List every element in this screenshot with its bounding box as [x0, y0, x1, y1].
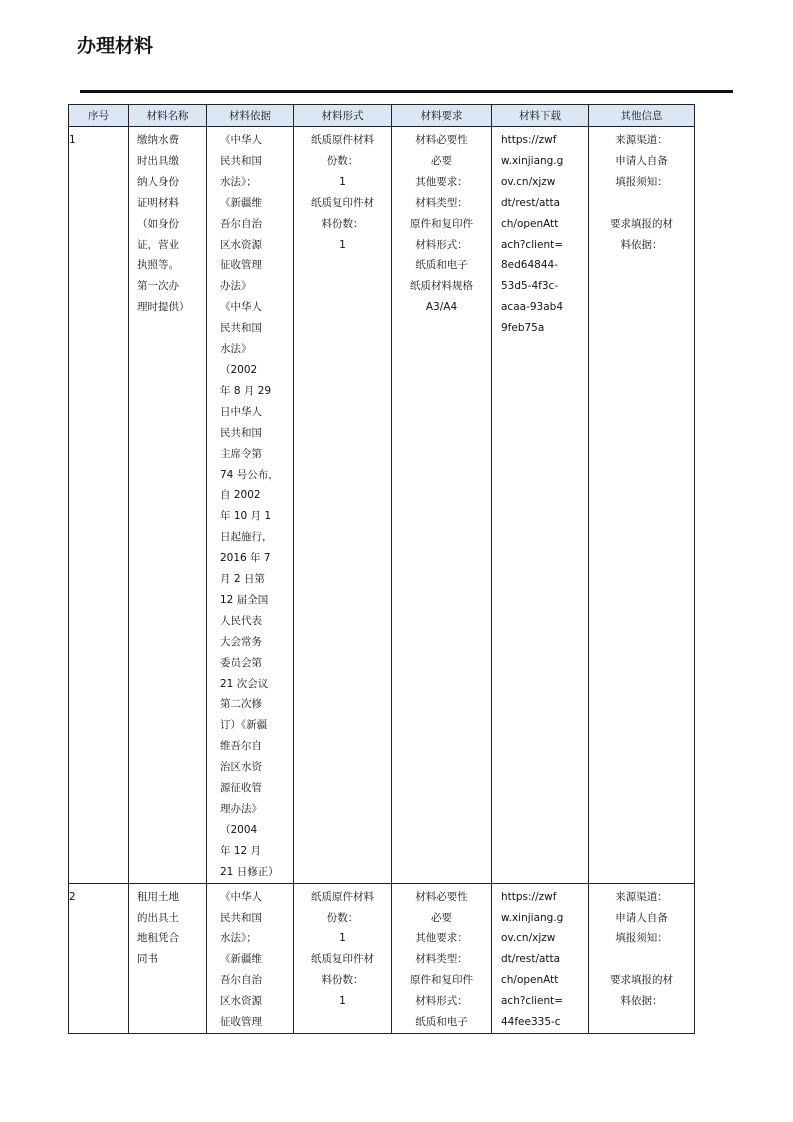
cell-material-basis: [207, 127, 294, 884]
cell-line: 申请人自备: [615, 911, 668, 924]
cell-line: 执照等。: [137, 259, 179, 272]
cell-line: （如身份: [137, 217, 179, 230]
cell-line: 维吾尔自: [220, 740, 262, 753]
cell-line: 1: [339, 175, 346, 188]
cell-line: 材料必要性: [415, 134, 468, 146]
cell-line: 主席令第: [220, 447, 262, 460]
cell-line: 年 12 月: [220, 844, 262, 857]
cell-line: 填报须知：: [615, 175, 668, 188]
cell-line[interactable]: w.xinjiang.g: [501, 911, 564, 924]
cell-material-form: [294, 883, 392, 1033]
title-divider: [80, 90, 733, 93]
cell-line[interactable]: dt/rest/atta: [501, 953, 561, 966]
cell-material-download: [492, 127, 589, 884]
cell-line: 要求填报的材: [610, 974, 673, 987]
table-row: [69, 883, 695, 1033]
cell-line: 必要: [431, 911, 452, 924]
cell-line: 纸质和电子: [415, 1016, 468, 1029]
cell-line: 月 2 日第: [220, 573, 265, 586]
cell-line: 日中华人: [220, 405, 262, 418]
cell-line: 纳人身份: [137, 175, 179, 188]
cell-line: 材料形式：: [415, 995, 468, 1008]
cell-line: 证明材料: [137, 196, 179, 209]
cell-line: 订）《新疆: [220, 719, 268, 732]
cell-line: 纸质复印件材: [311, 196, 374, 209]
cell-seq: 1: [69, 127, 129, 884]
cell-line: 1: [339, 995, 346, 1008]
cell-line[interactable]: ch/openAtt: [501, 217, 559, 230]
cell-line: [589, 193, 694, 214]
cell-line: 纸质原件材料: [311, 134, 374, 146]
cell-line: 材料类型：: [415, 196, 468, 209]
cell-line: 材料类型：: [415, 953, 468, 966]
header-other-info: 其他信息: [589, 105, 695, 127]
header-material-name: 材料名称: [129, 105, 207, 127]
cell-material-name: [129, 127, 207, 884]
cell-line: 料依据：: [620, 238, 663, 251]
header-material-basis: 材料依据: [207, 105, 294, 127]
cell-line: 材料形式：: [415, 238, 468, 251]
cell-line: 区水资源: [220, 238, 262, 251]
cell-line: 《中华人: [220, 890, 262, 903]
cell-line: 理时提供）: [137, 301, 190, 314]
cell-line: 《中华人: [220, 301, 262, 314]
header-material-download: 材料下载: [492, 105, 589, 127]
cell-line: 征收管理: [220, 1016, 262, 1029]
cell-line: 民共和国: [220, 911, 262, 924]
cell-line: 人民代表: [220, 614, 262, 627]
cell-line: 租用土地: [137, 890, 179, 903]
cell-line: 吾尔自治: [220, 974, 262, 987]
cell-line: 治区水资: [220, 761, 262, 774]
cell-line: 理办法》: [220, 803, 262, 815]
header-material-requirement: 材料要求: [392, 105, 492, 127]
cell-line: 年 10 月 1: [220, 510, 272, 523]
cell-line: 《中华人: [220, 134, 262, 146]
page-title: 办理材料: [77, 35, 154, 57]
cell-material-form: [294, 127, 392, 884]
cell-line: 原件和复印件: [410, 217, 473, 230]
cell-material-requirement: [392, 883, 492, 1033]
cell-line[interactable]: 53d5-4f3c-: [501, 280, 559, 293]
cell-line: 1: [339, 238, 346, 251]
cell-line: A3/A4: [425, 301, 458, 314]
cell-line[interactable]: https://zwf: [501, 134, 557, 146]
cell-line: 征收管理: [220, 259, 262, 272]
cell-line[interactable]: ach?client=: [501, 995, 564, 1008]
cell-line[interactable]: ch/openAtt: [501, 974, 559, 987]
cell-line: 民共和国: [220, 322, 262, 335]
header-seq: 序号: [69, 105, 129, 127]
cell-line[interactable]: 8ed64844-: [501, 259, 558, 272]
cell-line: 料份数：: [321, 974, 364, 987]
cell-line: 第二次修: [220, 698, 262, 711]
cell-line: 办法》: [220, 280, 252, 293]
cell-other-info: [589, 883, 695, 1033]
cell-line[interactable]: 9feb75a: [501, 322, 545, 335]
cell-line: 填报须知：: [615, 932, 668, 945]
cell-line: 料依据：: [620, 995, 663, 1008]
cell-line: 21 日修正）: [220, 865, 279, 878]
cell-line[interactable]: ov.cn/xjzw: [501, 175, 556, 188]
cell-material-basis: [207, 883, 294, 1033]
cell-line: 源征收管: [220, 782, 262, 795]
cell-line: 民共和国: [220, 154, 262, 167]
cell-line: 同书: [137, 953, 158, 966]
cell-line: 委员会第: [220, 656, 262, 669]
cell-line: 的出具土: [137, 911, 179, 924]
cell-line: 21 次会议: [220, 677, 269, 690]
cell-line: （2004: [220, 823, 258, 836]
cell-line: 地租凭合: [137, 932, 179, 945]
cell-line: 证，营业: [137, 238, 179, 251]
cell-line: 纸质材料规格: [410, 280, 473, 293]
cell-line[interactable]: https://zwf: [501, 890, 557, 903]
cell-line[interactable]: 44fee335-c: [501, 1016, 561, 1029]
cell-line: 吾尔自治: [220, 217, 262, 230]
cell-line: 1: [339, 932, 346, 945]
cell-line: 必要: [431, 154, 452, 167]
cell-line: 原件和复印件: [410, 974, 473, 987]
cell-line: （2002: [220, 363, 258, 376]
cell-seq: 2: [69, 883, 129, 1033]
cell-line: 缴纳水费: [137, 134, 179, 146]
cell-line: 来源渠道：: [615, 890, 668, 903]
cell-line[interactable]: ov.cn/xjzw: [501, 932, 556, 945]
cell-line: 区水资源: [220, 995, 262, 1008]
cell-line: 水法》；: [220, 932, 257, 945]
cell-line: 时出具缴: [137, 154, 179, 167]
cell-line: [589, 949, 694, 970]
cell-line: 来源渠道：: [615, 134, 668, 146]
cell-material-requirement: [392, 127, 492, 884]
cell-line: 料份数：: [321, 217, 364, 230]
cell-line: 份数：: [326, 154, 359, 167]
cell-line: 材料必要性: [415, 890, 468, 903]
table-header-row: [69, 105, 695, 127]
cell-line: 其他要求：: [415, 175, 468, 188]
header-material-form: 材料形式: [294, 105, 392, 127]
cell-line: 纸质原件材料: [311, 890, 374, 903]
cell-line: 2016 年 7: [220, 552, 271, 565]
cell-line: 12 届全国: [220, 593, 269, 606]
cell-line: 水法》；: [220, 175, 257, 188]
cell-material-name: [129, 883, 207, 1033]
cell-line: 其他要求：: [415, 932, 468, 945]
cell-line: 日起施行，: [220, 531, 273, 544]
cell-line: 纸质复印件材: [311, 953, 374, 966]
cell-line: 申请人自备: [615, 154, 668, 167]
cell-line[interactable]: acaa-93ab4: [501, 301, 564, 314]
cell-line[interactable]: w.xinjiang.g: [501, 154, 564, 167]
materials-table: [68, 104, 695, 1034]
cell-line: 《新疆维: [220, 953, 262, 966]
cell-line: 大会常务: [220, 635, 262, 648]
cell-line: 《新疆维: [220, 196, 262, 209]
cell-line: 自 2002: [220, 489, 261, 502]
cell-other-info: [589, 127, 695, 884]
cell-material-download: [492, 883, 589, 1033]
cell-line: 第一次办: [137, 280, 179, 293]
cell-line[interactable]: dt/rest/atta: [501, 196, 561, 209]
cell-line: 份数：: [326, 911, 359, 924]
table-row: [69, 127, 695, 884]
cell-line: 纸质和电子: [415, 259, 468, 272]
cell-line: 水法》: [220, 343, 252, 356]
cell-line: 年 8 月 29: [220, 384, 272, 397]
cell-line: 要求填报的材: [610, 217, 673, 230]
cell-line[interactable]: ach?client=: [501, 238, 564, 251]
cell-line: 74 号公布，: [220, 468, 279, 481]
cell-line: 民共和国: [220, 426, 262, 439]
